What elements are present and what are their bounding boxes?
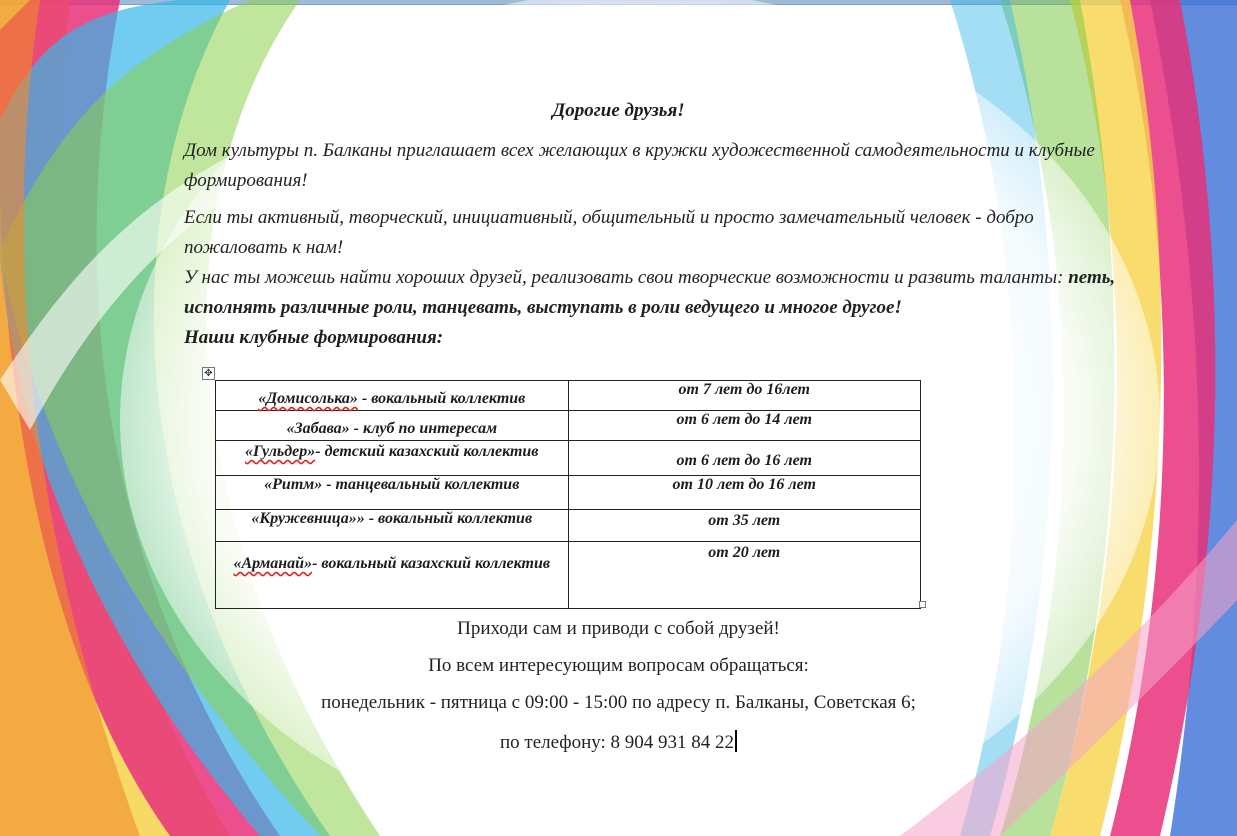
intro-paragraph: Дом культуры п. Балканы приглашает всех желающих в кружки художественной самодеятельности и клубные формирования! xyxy=(184,140,1095,191)
talents-bold-text: петь, исполнять различные роли, танцевать, выступать в роли ведущего и многое другое! xyxy=(184,267,1116,318)
footer-phone: по телефону: 8 904 931 84 22 xyxy=(499,732,735,753)
table-row xyxy=(216,510,921,542)
club-age-cell[interactable]: от 10 лет до 16 лет xyxy=(568,476,921,510)
table-row xyxy=(216,441,921,476)
page-heading: Дорогие друзья! xyxy=(552,100,685,121)
clubs-table[interactable] xyxy=(215,380,921,609)
club-age-cell[interactable]: от 35 лет xyxy=(568,510,921,542)
club-name-quoted: «Ритм» xyxy=(264,476,323,493)
clubs-title: Наши клубные формирования: xyxy=(184,327,444,348)
club-name-rest: - вокальный казахский коллектив xyxy=(312,555,551,572)
club-name-rest: - клуб по интересам xyxy=(349,420,498,437)
club-age-cell[interactable]: от 6 лет до 16 лет xyxy=(568,441,921,476)
club-name-cell[interactable] xyxy=(216,476,569,510)
footer-invite: Приходи сам и приводи с собой друзей! xyxy=(457,618,780,639)
club-name-cell[interactable] xyxy=(216,441,569,476)
club-age-cell[interactable]: от 7 лет до 16лет xyxy=(568,381,921,411)
table-move-icon[interactable]: ✥ xyxy=(202,367,215,380)
text-cursor xyxy=(735,730,737,752)
welcome-paragraph: Если ты активный, творческий, инициативный, общительный и просто замечательный человек - добро пожаловать к нам! xyxy=(184,207,1034,258)
footer-schedule-address: понедельник - пятница с 09:00 - 15:00 по адресу п. Балканы, Советская 6; xyxy=(321,692,916,713)
table-row xyxy=(216,542,921,609)
club-name-quoted: «Домисолька» xyxy=(258,390,358,407)
footer-contact-intro: По всем интересующим вопросам обращаться: xyxy=(428,655,809,676)
talents-intro-text: У нас ты можешь найти хороших друзей, реализовать свои творческие возможности и развить таланты: xyxy=(184,267,1069,288)
footer-phone-line xyxy=(0,730,1237,754)
club-name-quoted: «Гульдер» xyxy=(245,443,316,460)
club-age-cell[interactable]: от 6 лет до 14 лет xyxy=(568,411,921,441)
club-name-rest: - вокальный коллектив xyxy=(364,510,533,527)
club-name-quoted: «Арманай» xyxy=(233,555,313,572)
table-row xyxy=(216,476,921,510)
talents-paragraph xyxy=(184,263,1134,323)
club-name-cell[interactable] xyxy=(216,510,569,542)
club-age-cell[interactable]: от 20 лет xyxy=(568,542,921,609)
club-name-cell[interactable] xyxy=(216,381,569,411)
club-name-rest: - детский казахский коллектив xyxy=(315,443,539,460)
table-resize-handle[interactable] xyxy=(919,601,926,608)
club-name-rest: - танцевальный коллектив xyxy=(322,476,520,493)
club-name-cell[interactable] xyxy=(216,411,569,441)
club-name-rest: - вокальный коллектив xyxy=(357,390,526,407)
club-name-quoted: «Забава» xyxy=(286,420,350,437)
club-name-quoted: «Кружевница»» xyxy=(251,510,365,527)
table-row xyxy=(216,381,921,411)
table-row xyxy=(216,411,921,441)
club-name-cell[interactable] xyxy=(216,542,569,609)
